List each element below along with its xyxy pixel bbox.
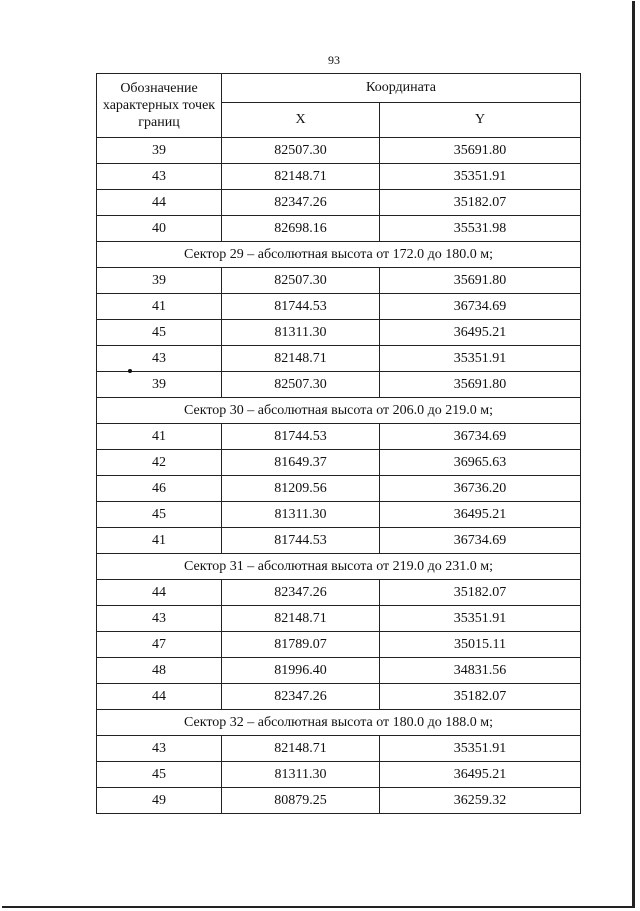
point-cell: 43 (97, 606, 222, 632)
y-cell: 35182.07 (380, 684, 581, 710)
table-body (97, 138, 581, 814)
table-row (97, 788, 581, 814)
coordinates-table (96, 73, 581, 814)
x-cell: 82507.30 (222, 268, 380, 294)
point-cell: 39 (97, 268, 222, 294)
point-cell: 45 (97, 320, 222, 346)
x-cell: 81744.53 (222, 294, 380, 320)
y-cell: 36734.69 (380, 294, 581, 320)
x-cell: 82347.26 (222, 190, 380, 216)
point-cell: 44 (97, 190, 222, 216)
header-coordinate: Координата (222, 74, 581, 103)
x-cell: 81311.30 (222, 320, 380, 346)
sector-row (97, 710, 581, 736)
sector-row (97, 554, 581, 580)
x-cell: 82148.71 (222, 346, 380, 372)
table-row (97, 606, 581, 632)
table-row (97, 528, 581, 554)
table-row (97, 762, 581, 788)
x-cell: 82148.71 (222, 164, 380, 190)
point-cell: 41 (97, 294, 222, 320)
x-cell: 81996.40 (222, 658, 380, 684)
y-cell: 35691.80 (380, 268, 581, 294)
table-row (97, 320, 581, 346)
x-cell: 82507.30 (222, 372, 380, 398)
x-cell: 82347.26 (222, 580, 380, 606)
point-cell: 42 (97, 450, 222, 476)
table-row (97, 164, 581, 190)
table-row (97, 216, 581, 242)
point-cell: 40 (97, 216, 222, 242)
point-cell: 44 (97, 684, 222, 710)
table-row (97, 658, 581, 684)
y-cell: 36734.69 (380, 528, 581, 554)
table-row (97, 268, 581, 294)
point-cell: 39 (97, 138, 222, 164)
x-cell: 81209.56 (222, 476, 380, 502)
table-row (97, 502, 581, 528)
table-row (97, 684, 581, 710)
x-cell: 81649.37 (222, 450, 380, 476)
x-cell: 81789.07 (222, 632, 380, 658)
point-cell: 45 (97, 502, 222, 528)
y-cell: 34831.56 (380, 658, 581, 684)
x-cell: 81311.30 (222, 762, 380, 788)
table-row (97, 736, 581, 762)
y-cell: 36965.63 (380, 450, 581, 476)
point-cell: 41 (97, 424, 222, 450)
header-x: X (222, 103, 380, 138)
x-cell: 82148.71 (222, 736, 380, 762)
table-row (97, 632, 581, 658)
point-cell: 45 (97, 762, 222, 788)
y-cell: 35351.91 (380, 164, 581, 190)
header-point-label: Обозначение характерных точек границ (97, 74, 222, 138)
sector-row (97, 242, 581, 268)
y-cell: 35351.91 (380, 606, 581, 632)
point-cell: 43 (97, 736, 222, 762)
table-row (97, 372, 581, 398)
table-row (97, 580, 581, 606)
y-cell: 36495.21 (380, 320, 581, 346)
x-cell: 82347.26 (222, 684, 380, 710)
point-cell: 46 (97, 476, 222, 502)
point-cell: 41 (97, 528, 222, 554)
y-cell: 35691.80 (380, 138, 581, 164)
table-row (97, 346, 581, 372)
x-cell: 82148.71 (222, 606, 380, 632)
y-cell: 36495.21 (380, 762, 581, 788)
y-cell: 36495.21 (380, 502, 581, 528)
sector-title: Сектор 32 – абсолютная высота от 180.0 до 188.0 м; (97, 710, 581, 736)
point-cell: 43 (97, 164, 222, 190)
sector-row (97, 398, 581, 424)
x-cell: 81744.53 (222, 424, 380, 450)
y-cell: 35351.91 (380, 346, 581, 372)
table-row (97, 476, 581, 502)
x-cell: 80879.25 (222, 788, 380, 814)
page-number: 93 (328, 53, 340, 67)
table-row (97, 450, 581, 476)
header-y: Y (380, 103, 581, 138)
y-cell: 36734.69 (380, 424, 581, 450)
table-row (97, 294, 581, 320)
point-cell: 49 (97, 788, 222, 814)
y-cell: 35531.98 (380, 216, 581, 242)
x-cell: 81311.30 (222, 502, 380, 528)
y-cell: 35351.91 (380, 736, 581, 762)
stray-mark (128, 369, 132, 373)
y-cell: 35015.11 (380, 632, 581, 658)
sector-title: Сектор 29 – абсолютная высота от 172.0 до 180.0 м; (97, 242, 581, 268)
x-cell: 81744.53 (222, 528, 380, 554)
table-row (97, 190, 581, 216)
sector-title: Сектор 30 – абсолютная высота от 206.0 до 219.0 м; (97, 398, 581, 424)
point-cell: 43 (97, 346, 222, 372)
point-cell: 47 (97, 632, 222, 658)
table-header (97, 74, 581, 138)
y-cell: 36259.32 (380, 788, 581, 814)
point-cell: 48 (97, 658, 222, 684)
y-cell: 35182.07 (380, 190, 581, 216)
y-cell: 35691.80 (380, 372, 581, 398)
x-cell: 82507.30 (222, 138, 380, 164)
point-cell: 39 (97, 372, 222, 398)
y-cell: 36736.20 (380, 476, 581, 502)
table-row (97, 424, 581, 450)
point-cell: 44 (97, 580, 222, 606)
table-row (97, 138, 581, 164)
sector-title: Сектор 31 – абсолютная высота от 219.0 до 231.0 м; (97, 554, 581, 580)
y-cell: 35182.07 (380, 580, 581, 606)
x-cell: 82698.16 (222, 216, 380, 242)
